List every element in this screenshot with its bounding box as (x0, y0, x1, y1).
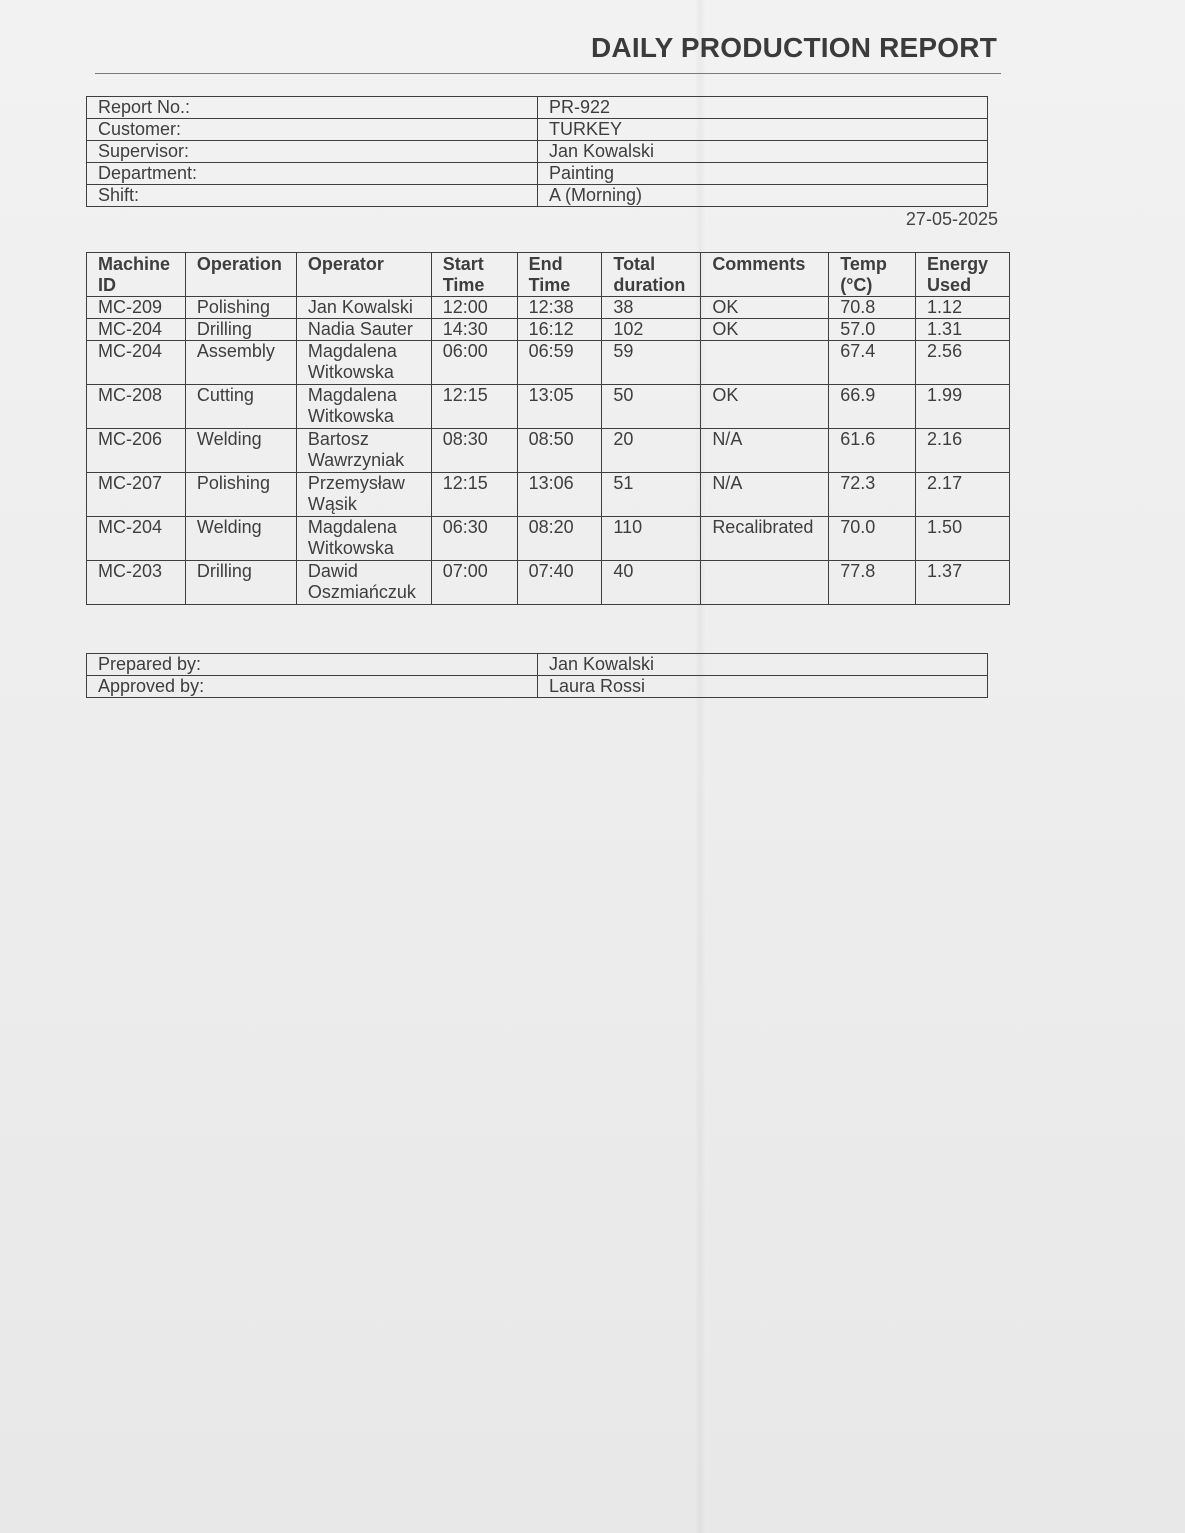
table-body (87, 297, 1010, 605)
machine-id-cell: MC-204 (87, 517, 186, 561)
comments-cell: OK (701, 385, 829, 429)
info-value: A (Morning) (538, 185, 988, 207)
temp-cell: 77.8 (829, 561, 916, 605)
machine-id-cell: MC-204 (87, 341, 186, 385)
info-value: PR-922 (538, 97, 988, 119)
comments-cell: N/A (701, 429, 829, 473)
operator-cell: Magdalena Witkowska (296, 385, 431, 429)
info-label: Department: (87, 163, 538, 185)
end-time-cell: 08:20 (517, 517, 602, 561)
operator-cell: Jan Kowalski (296, 297, 431, 319)
operation-cell: Cutting (185, 385, 296, 429)
info-value: Jan Kowalski (538, 141, 988, 163)
temp-cell: 70.0 (829, 517, 916, 561)
duration-cell: 51 (602, 473, 701, 517)
machine-id-cell: MC-204 (87, 319, 186, 341)
machine-id-cell: MC-209 (87, 297, 186, 319)
operator-cell: Dawid Oszmiańczuk (296, 561, 431, 605)
duration-cell: 110 (602, 517, 701, 561)
temp-cell: 72.3 (829, 473, 916, 517)
column-header: Machine ID (87, 253, 186, 297)
column-header: Total duration (602, 253, 701, 297)
end-time-cell: 06:59 (517, 341, 602, 385)
title-divider (95, 73, 1001, 74)
comments-cell: OK (701, 297, 829, 319)
table-header-row (87, 253, 1010, 297)
operation-cell: Welding (185, 429, 296, 473)
info-row (87, 141, 988, 163)
operation-cell: Welding (185, 517, 296, 561)
signoff-label: Approved by: (87, 676, 538, 698)
operation-cell: Drilling (185, 319, 296, 341)
machine-id-cell: MC-208 (87, 385, 186, 429)
comments-cell: N/A (701, 473, 829, 517)
table-row (87, 341, 1010, 385)
operation-cell: Polishing (185, 473, 296, 517)
table-row (87, 319, 1010, 341)
report-date: 27-05-2025 (905, 209, 998, 229)
info-value: Painting (538, 163, 988, 185)
operator-cell: Bartosz Wawrzyniak (296, 429, 431, 473)
end-time-cell: 07:40 (517, 561, 602, 605)
temp-cell: 57.0 (829, 319, 916, 341)
comments-cell (701, 341, 829, 385)
signoff-value: Jan Kowalski (538, 654, 988, 676)
end-time-cell: 12:38 (517, 297, 602, 319)
report-title: DAILY PRODUCTION REPORT (591, 32, 997, 63)
temp-cell: 67.4 (829, 341, 916, 385)
energy-cell: 1.50 (916, 517, 1010, 561)
temp-cell: 66.9 (829, 385, 916, 429)
duration-cell: 40 (602, 561, 701, 605)
operator-cell: Przemysław Wąsik (296, 473, 431, 517)
energy-cell: 2.16 (916, 429, 1010, 473)
signoff-row (87, 676, 988, 698)
signoff-value: Laura Rossi (538, 676, 988, 698)
column-header: Temp (°C) (829, 253, 916, 297)
duration-cell: 102 (602, 319, 701, 341)
signoff-table (86, 653, 988, 698)
column-header: Start Time (431, 253, 517, 297)
end-time-cell: 13:05 (517, 385, 602, 429)
temp-cell: 70.8 (829, 297, 916, 319)
info-row (87, 163, 988, 185)
column-header: End Time (517, 253, 602, 297)
info-row (87, 185, 988, 207)
operation-cell: Drilling (185, 561, 296, 605)
start-time-cell: 12:15 (431, 473, 517, 517)
machine-id-cell: MC-206 (87, 429, 186, 473)
end-time-cell: 08:50 (517, 429, 602, 473)
column-header: Operation (185, 253, 296, 297)
duration-cell: 59 (602, 341, 701, 385)
table-row (87, 429, 1010, 473)
info-label: Shift: (87, 185, 538, 207)
signoff-label: Prepared by: (87, 654, 538, 676)
info-label: Report No.: (87, 97, 538, 119)
energy-cell: 1.37 (916, 561, 1010, 605)
operator-cell: Magdalena Witkowska (296, 341, 431, 385)
table-row (87, 297, 1010, 319)
duration-cell: 38 (602, 297, 701, 319)
energy-cell: 1.99 (916, 385, 1010, 429)
start-time-cell: 08:30 (431, 429, 517, 473)
comments-cell (701, 561, 829, 605)
energy-cell: 2.17 (916, 473, 1010, 517)
end-time-cell: 13:06 (517, 473, 602, 517)
start-time-cell: 06:00 (431, 341, 517, 385)
start-time-cell: 06:30 (431, 517, 517, 561)
operator-cell: Magdalena Witkowska (296, 517, 431, 561)
info-value: TURKEY (538, 119, 988, 141)
comments-cell: Recalibrated (701, 517, 829, 561)
table-row (87, 473, 1010, 517)
start-time-cell: 12:15 (431, 385, 517, 429)
start-time-cell: 07:00 (431, 561, 517, 605)
info-row (87, 97, 988, 119)
info-label: Supervisor: (87, 141, 538, 163)
duration-cell: 50 (602, 385, 701, 429)
table-row (87, 385, 1010, 429)
signoff-row (87, 654, 988, 676)
production-table (86, 252, 1010, 605)
duration-cell: 20 (602, 429, 701, 473)
energy-cell: 1.12 (916, 297, 1010, 319)
column-header: Operator (296, 253, 431, 297)
info-row (87, 119, 988, 141)
table-row (87, 517, 1010, 561)
start-time-cell: 12:00 (431, 297, 517, 319)
comments-cell: OK (701, 319, 829, 341)
operator-cell: Nadia Sauter (296, 319, 431, 341)
report-info-table (86, 96, 988, 207)
energy-cell: 1.31 (916, 319, 1010, 341)
end-time-cell: 16:12 (517, 319, 602, 341)
info-label: Customer: (87, 119, 538, 141)
machine-id-cell: MC-203 (87, 561, 186, 605)
column-header: Energy Used (916, 253, 1010, 297)
column-header: Comments (701, 253, 829, 297)
table-row (87, 561, 1010, 605)
temp-cell: 61.6 (829, 429, 916, 473)
start-time-cell: 14:30 (431, 319, 517, 341)
operation-cell: Assembly (185, 341, 296, 385)
machine-id-cell: MC-207 (87, 473, 186, 517)
energy-cell: 2.56 (916, 341, 1010, 385)
operation-cell: Polishing (185, 297, 296, 319)
